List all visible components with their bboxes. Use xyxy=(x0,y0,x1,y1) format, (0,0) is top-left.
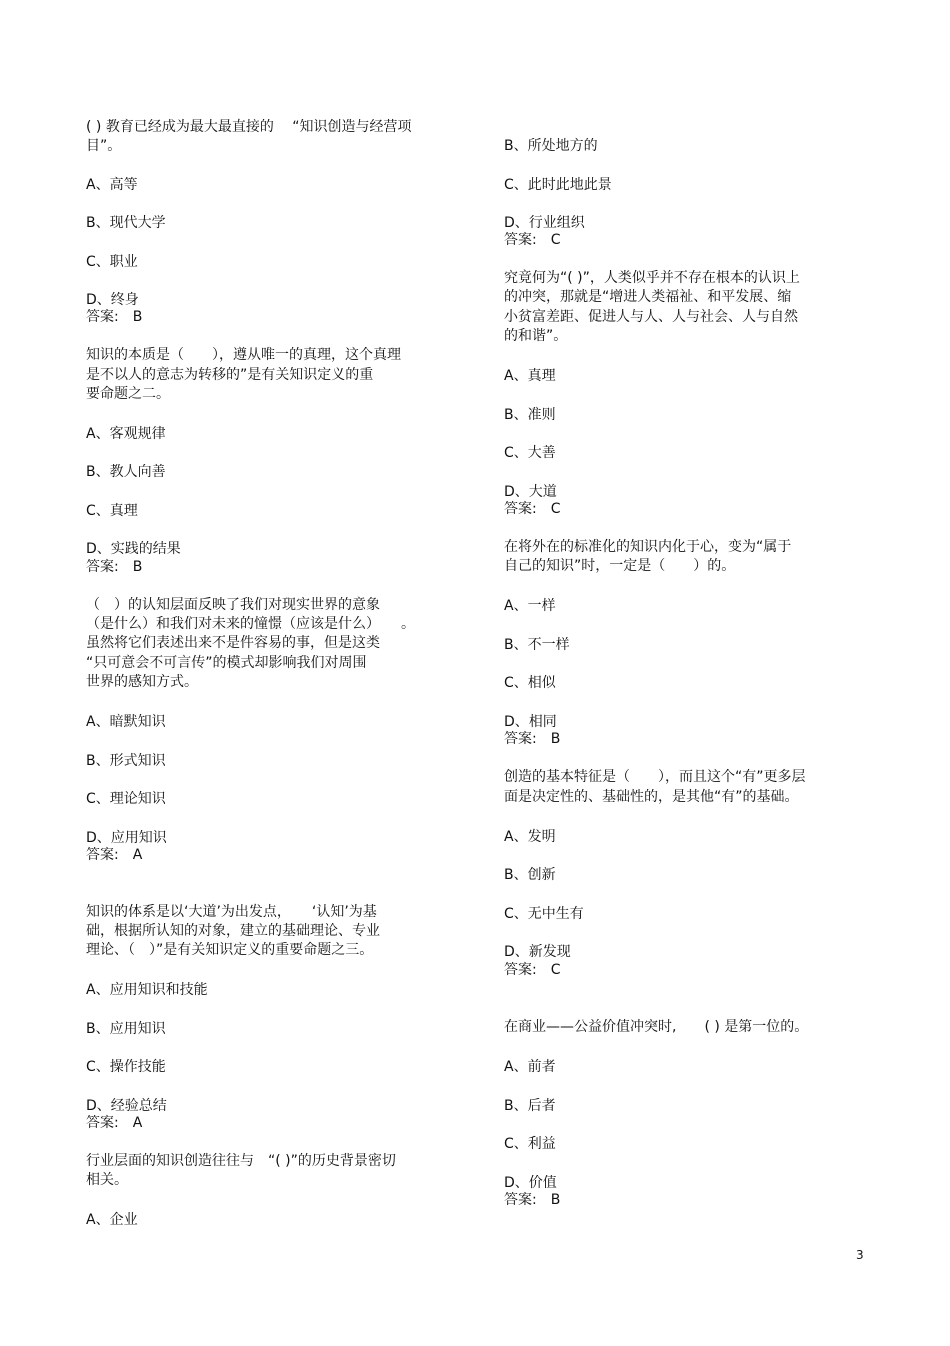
text-line: B、形式知识 xyxy=(86,753,166,769)
text-line: 知识的本质是（ ），遵从唯一的真理，这个真理 xyxy=(86,347,401,363)
text-line: C、此时此地此景 xyxy=(504,177,612,193)
text-line: B、创新 xyxy=(504,867,556,883)
text-line: 究竟何为“( )”，人类似乎并不存在根本的认识上 xyxy=(504,270,800,286)
text-line: A、客观规律 xyxy=(86,426,166,442)
text-line: D、新发现 xyxy=(504,944,571,960)
text-line: 础，根据所认知的对象，建立的基础理论、专业 xyxy=(86,923,380,939)
text-line: C、利益 xyxy=(504,1136,556,1152)
text-line: 答案: A xyxy=(86,847,143,863)
text-line: A、前者 xyxy=(504,1059,556,1075)
text-line: D、价值 xyxy=(504,1175,557,1191)
text-line: C、相似 xyxy=(504,675,556,691)
text-line: B、不一样 xyxy=(504,637,570,653)
text-line: C、无中生有 xyxy=(504,906,584,922)
text-line: 目”。 xyxy=(86,138,122,154)
text-line: （ ）的认知层面反映了我们对现实世界的意象 xyxy=(86,597,380,613)
text-line: D、应用知识 xyxy=(86,830,167,846)
text-line: A、应用知识和技能 xyxy=(86,982,208,998)
text-line: D、相同 xyxy=(504,714,557,730)
text-line: A、真理 xyxy=(504,368,556,384)
text-line: A、一样 xyxy=(504,598,556,614)
text-line: 世界的感知方式。 xyxy=(86,674,198,690)
text-line: “只可意会不可言传”的模式却影响我们对周围 xyxy=(86,655,367,671)
text-line: A、暗默知识 xyxy=(86,714,166,730)
text-line: 在商业——公益价值冲突时, ( ) 是第一位的。 xyxy=(504,1019,809,1035)
text-line: 行业层面的知识创造往往与 “( )”的历史背景密切 xyxy=(86,1153,396,1169)
text-line: 答案: C xyxy=(504,962,561,978)
text-line: C、职业 xyxy=(86,254,138,270)
text-line: B、后者 xyxy=(504,1098,556,1114)
text-line: 答案: C xyxy=(504,501,561,517)
text-line: D、行业组织 xyxy=(504,215,585,231)
text-line: 创造的基本特征是（ ），而且这个“有”更多层 xyxy=(504,769,806,785)
text-line: （是什么）和我们对未来的憧憬（应该是什么） 。 xyxy=(86,616,415,632)
text-line: B、应用知识 xyxy=(86,1021,166,1037)
text-line: 的和谐”。 xyxy=(504,328,568,344)
text-line: 要命题之二。 xyxy=(86,386,170,402)
text-line: 小贫富差距、促进人与人、人与社会、人与自然 xyxy=(504,309,798,325)
text-line: ( ) 教育已经成为最大最直接的 “知识创造与经营项 xyxy=(86,119,412,135)
text-line: D、大道 xyxy=(504,484,557,500)
text-line: 答案: B xyxy=(86,309,143,325)
text-line: A、高等 xyxy=(86,177,138,193)
text-line: C、操作技能 xyxy=(86,1059,166,1075)
text-line: D、经验总结 xyxy=(86,1098,167,1114)
text-line: 答案: B xyxy=(504,1192,561,1208)
text-line: 的冲突，那就是“增进人类福祉、和平发展、缩 xyxy=(504,289,792,305)
text-line: 是不以人的意志为转移的”是有关知识定义的重 xyxy=(86,367,374,383)
text-line: D、实践的结果 xyxy=(86,541,181,557)
text-line: A、发明 xyxy=(504,829,556,845)
page-number: 3 xyxy=(856,1248,864,1262)
text-line: B、所处地方的 xyxy=(504,138,598,154)
text-line: C、大善 xyxy=(504,445,556,461)
text-line: 答案: A xyxy=(86,1115,143,1131)
text-line: B、准则 xyxy=(504,407,556,423)
text-line: 知识的体系是以‘大道’为出发点， ‘认知’为基 xyxy=(86,904,377,920)
text-line: D、终身 xyxy=(86,292,139,308)
text-line: 在将外在的标准化的知识内化于心，变为“属于 xyxy=(504,539,792,555)
text-line: C、理论知识 xyxy=(86,791,166,807)
text-line: 面是决定性的、基础性的，是其他“有”的基础。 xyxy=(504,789,799,805)
text-line: A、企业 xyxy=(86,1212,138,1228)
text-line: 自己的知识”时，一定是（ ）的。 xyxy=(504,558,736,574)
text-line: 理论、（ ）”是有关知识定义的重要命题之三。 xyxy=(86,942,374,958)
text-line: 答案: C xyxy=(504,232,561,248)
text-line: B、现代大学 xyxy=(86,215,166,231)
text-line: B、教人向善 xyxy=(86,464,166,480)
text-line: 答案: B xyxy=(504,731,561,747)
text-line: 答案: B xyxy=(86,559,143,575)
text-line: 相关。 xyxy=(86,1172,128,1188)
text-line: C、真理 xyxy=(86,503,138,519)
text-line: 虽然将它们表述出来不是件容易的事，但是这类 xyxy=(86,635,380,651)
